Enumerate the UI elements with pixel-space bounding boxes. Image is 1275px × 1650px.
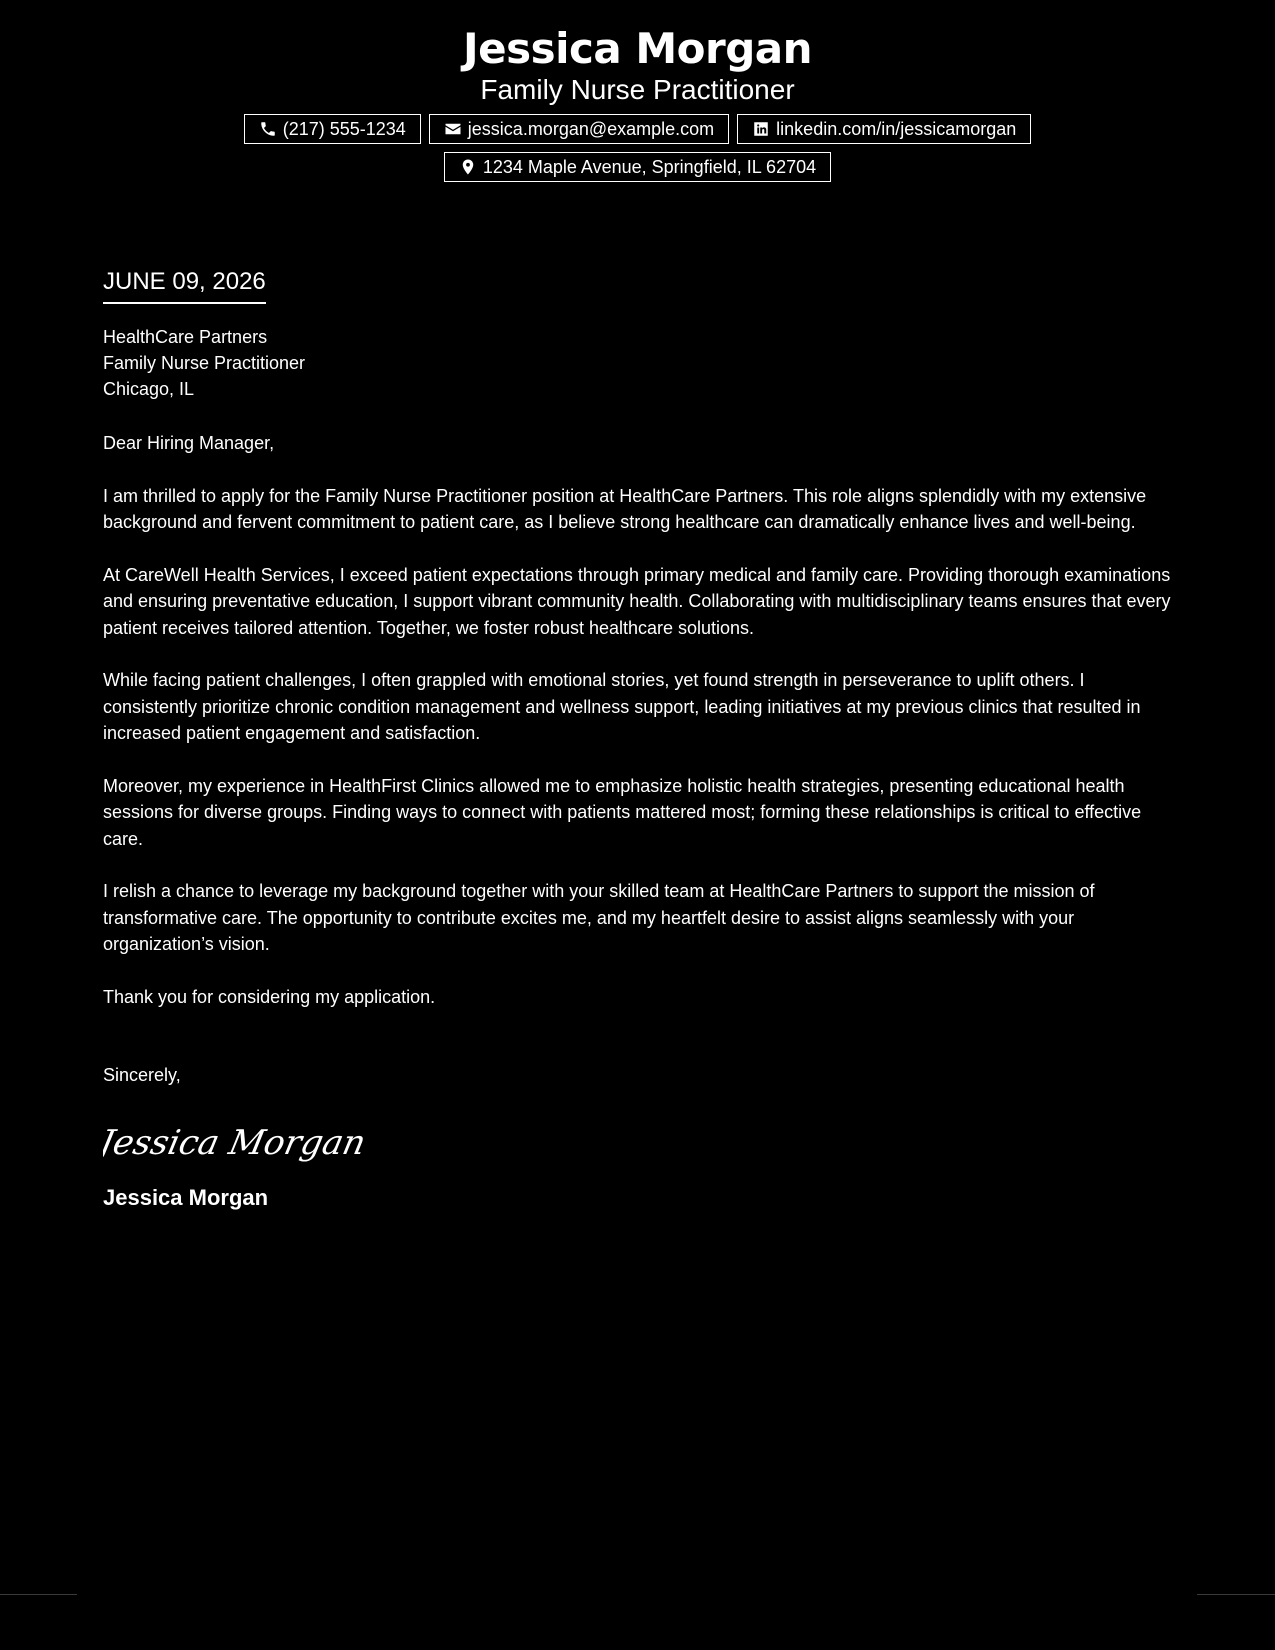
phone-icon bbox=[259, 120, 277, 138]
linkedin-icon bbox=[752, 120, 770, 138]
closing-thanks: Thank you for considering my application. bbox=[103, 986, 436, 1007]
paragraph: While facing patient challenges, I often grappled with emotional stories, yet found strength in perseverance to uplift others. I consistently prioritize chronic condition management and wellness support, leading initiatives at my previous clinics that resulted in increased patient engagement and satisfaction. bbox=[103, 670, 1141, 743]
paragraph: At CareWell Health Services, I exceed patient expectations through primary medical and family care. Providing thorough examinations and ensuring preventative education, I support vibrant community health. Collaborating with multidisciplinary teams ensures that every patient receives tailored attention. Together, we foster robust healthcare solutions. bbox=[103, 564, 1171, 638]
address-text: 1234 Maple Avenue, Springfield, IL 62704 bbox=[482, 157, 817, 177]
salutation: Dear Hiring Manager, bbox=[103, 433, 275, 453]
linkedin-text: linkedin.com/in/jessicamorgan bbox=[776, 119, 1017, 139]
phone-contact[interactable] bbox=[244, 114, 421, 144]
letter-header bbox=[0, 0, 1275, 182]
applicant-title: Family Nurse Practitioner bbox=[480, 74, 795, 105]
email-text: jessica.morgan@example.com bbox=[467, 119, 715, 139]
closing: Sincerely, bbox=[103, 1065, 181, 1085]
address-contact[interactable] bbox=[444, 152, 831, 182]
contact-row-primary bbox=[0, 114, 1275, 144]
envelope-icon bbox=[444, 120, 462, 138]
recipient-location: Chicago, IL bbox=[103, 379, 195, 399]
signature-image bbox=[103, 1110, 1172, 1170]
phone-text: (217) 555-1234 bbox=[282, 119, 406, 139]
footer-divider-right bbox=[1197, 1594, 1275, 1595]
contact-row-secondary bbox=[0, 152, 1275, 182]
paragraph: I relish a chance to leverage my background together with your skilled team at HealthCare Partners to support the mission of transformative care. The opportunity to contribute excites me, and my heartfelt desire to assist aligns seamlessly with your organization’s vision. bbox=[103, 881, 1095, 954]
paragraph: Moreover, my experience in HealthFirst Clinics allowed me to emphasize holistic health strategies, presenting educational health sessions for diverse groups. Finding ways to connect with patients mattered most; forming these relationships is critical to effective care. bbox=[103, 775, 1142, 849]
recipient-block bbox=[103, 324, 1172, 402]
recipient-position: Family Nurse Practitioner bbox=[103, 353, 306, 373]
email-contact[interactable] bbox=[429, 114, 729, 144]
map-pin-icon bbox=[459, 158, 477, 176]
letter-body bbox=[103, 266, 1172, 1212]
paragraph: I am thrilled to apply for the Family Nurse Practitioner position at HealthCare Partners. This role aligns splendidly with my extensive background and fervent commitment to patient care, as I believe strong healthcare can dramatically enhance lives and well-being. bbox=[103, 485, 1147, 532]
signature-text: Jessica Morgan bbox=[103, 1123, 363, 1163]
letter-date: JUNE 09, 2026 bbox=[103, 266, 266, 304]
applicant-name: Jessica Morgan bbox=[462, 24, 813, 73]
footer-divider-left bbox=[0, 1594, 77, 1595]
linkedin-contact[interactable] bbox=[737, 114, 1031, 144]
recipient-company: HealthCare Partners bbox=[103, 327, 268, 347]
signed-name: Jessica Morgan bbox=[103, 1185, 269, 1210]
